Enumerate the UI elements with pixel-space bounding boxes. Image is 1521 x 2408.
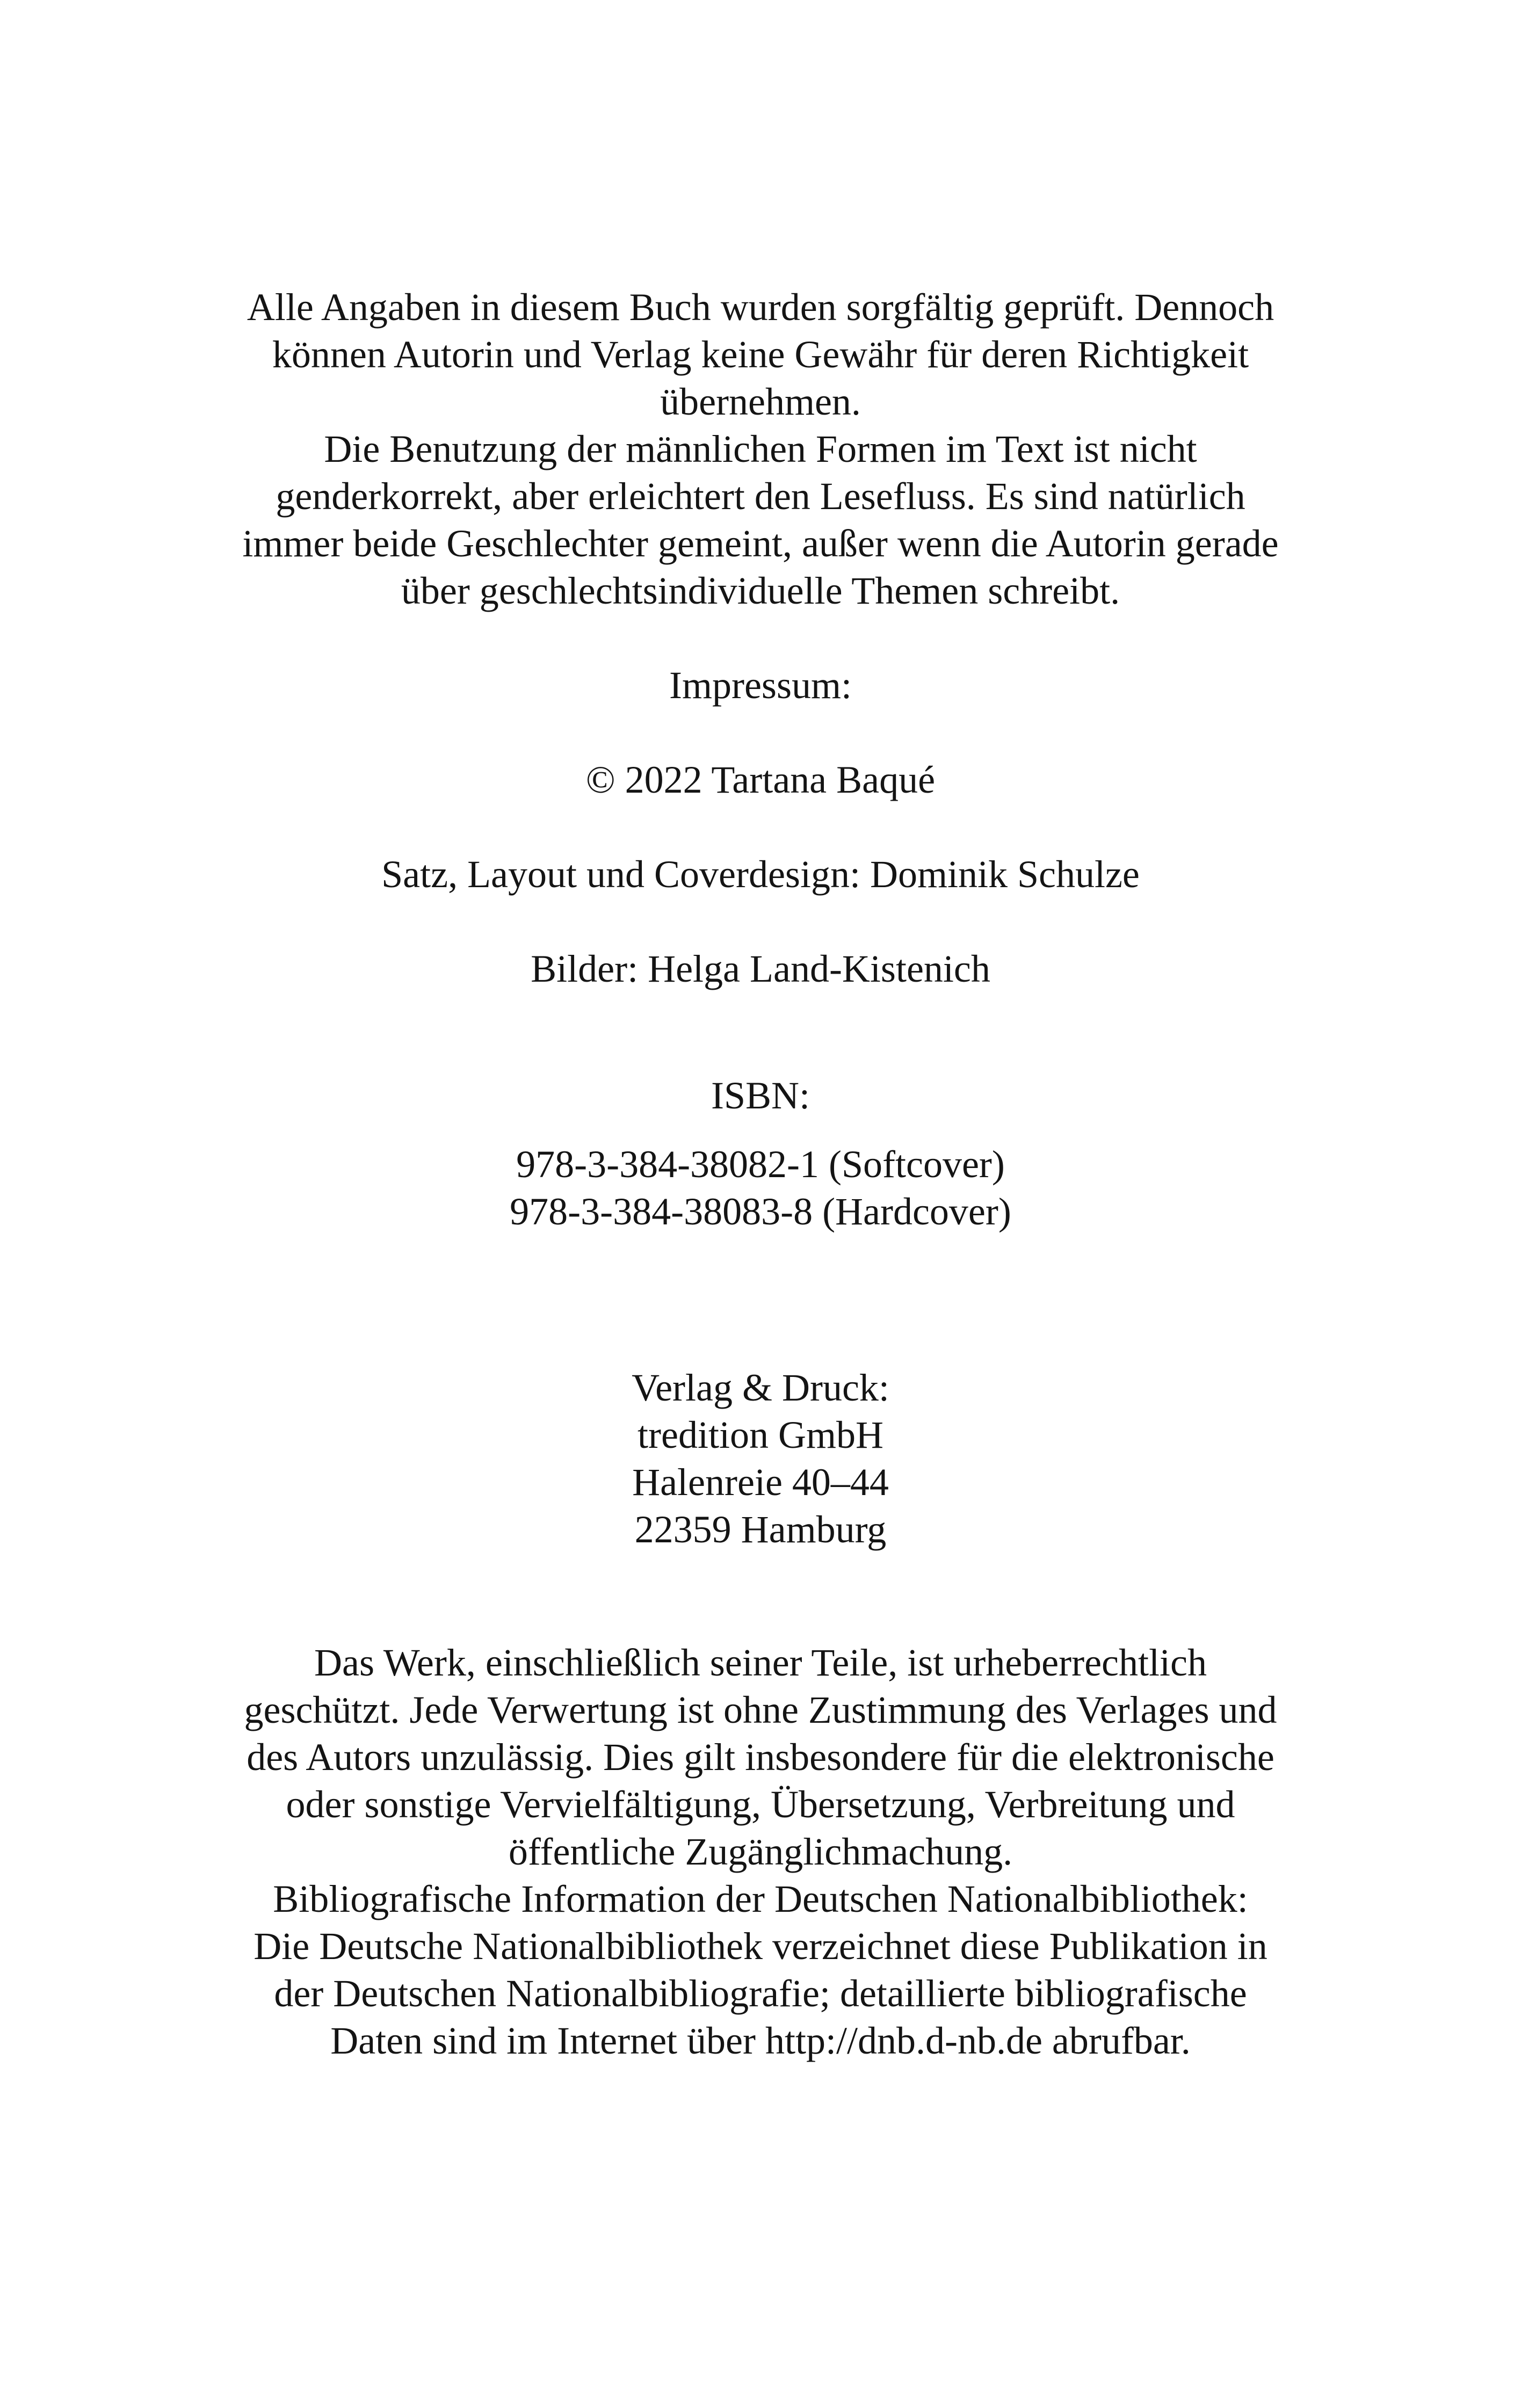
publisher-label: Verlag & Druck: xyxy=(632,1366,889,1409)
copyright-notice: © 2022 Tartana Baqué xyxy=(585,758,936,801)
publisher-address xyxy=(161,1364,1360,1553)
design-credit: Satz, Layout und Coverdesign: Dominik Schulze xyxy=(381,853,1140,896)
rights-paragraph xyxy=(161,1639,1360,2064)
disclaimer-line: immer beide Geschlechter gemeint, außer wenn die Autorin gerade xyxy=(242,522,1279,565)
disclaimer-line: können Autorin und Verlag keine Gewähr für deren Richtigkeit xyxy=(272,333,1249,376)
disclaimer-line: Die Benutzung der männlichen Formen im Text ist nicht xyxy=(324,427,1197,470)
isbn-hardcover: 978-3-384-38083-8 (Hardcover) xyxy=(510,1190,1011,1233)
impressum-heading: Impressum: xyxy=(669,664,852,707)
images-credit-block xyxy=(161,945,1360,992)
isbn-heading-block xyxy=(161,1072,1360,1119)
disclaimer-line: genderkorrekt, aber erleichtert den Lesefluss. Es sind natürlich xyxy=(276,475,1245,518)
isbn-heading: ISBN: xyxy=(711,1074,810,1117)
bibliography-line: Bibliografische Information der Deutschen Nationalbibliothek: xyxy=(273,1877,1248,1920)
copyright-block xyxy=(161,756,1360,803)
bibliography-line: Die Deutsche Nationalbibliothek verzeichnet diese Publikation in xyxy=(253,1925,1268,1968)
disclaimer-line: Alle Angaben in diesem Buch wurden sorgfältig geprüft. Dennoch xyxy=(247,286,1274,329)
bibliography-line: der Deutschen Nationalbibliografie; detaillierte bibliografische xyxy=(274,1972,1247,2015)
isbn-softcover: 978-3-384-38082-1 (Softcover) xyxy=(516,1143,1005,1186)
disclaimer-paragraph xyxy=(161,284,1360,614)
publisher-street: Halenreie 40–44 xyxy=(632,1461,889,1504)
rights-line: Das Werk, einschließlich seiner Teile, ist urheberrechtlich xyxy=(314,1641,1207,1684)
isbn-list xyxy=(161,1141,1360,1235)
rights-line: öffentliche Zugänglichmachung. xyxy=(508,1830,1013,1873)
publisher-city: 22359 Hamburg xyxy=(634,1508,887,1551)
publisher-name: tredition GmbH xyxy=(638,1413,883,1456)
rights-line: des Autors unzulässig. Dies gilt insbesondere für die elektronische xyxy=(247,1736,1274,1779)
images-credit: Bilder: Helga Land-Kistenich xyxy=(531,947,990,990)
rights-line: oder sonstige Vervielfältigung, Übersetzung, Verbreitung und xyxy=(286,1783,1235,1826)
bibliography-line: Daten sind im Internet über http://dnb.d-nb.de abrufbar. xyxy=(330,2019,1191,2062)
impressum-heading-block xyxy=(161,662,1360,709)
rights-line: geschützt. Jede Verwertung ist ohne Zustimmung des Verlages und xyxy=(244,1688,1277,1731)
disclaimer-line: übernehmen. xyxy=(660,380,861,423)
design-credit-block xyxy=(161,851,1360,898)
disclaimer-line: über geschlechtsindividuelle Themen schreibt. xyxy=(401,569,1120,612)
